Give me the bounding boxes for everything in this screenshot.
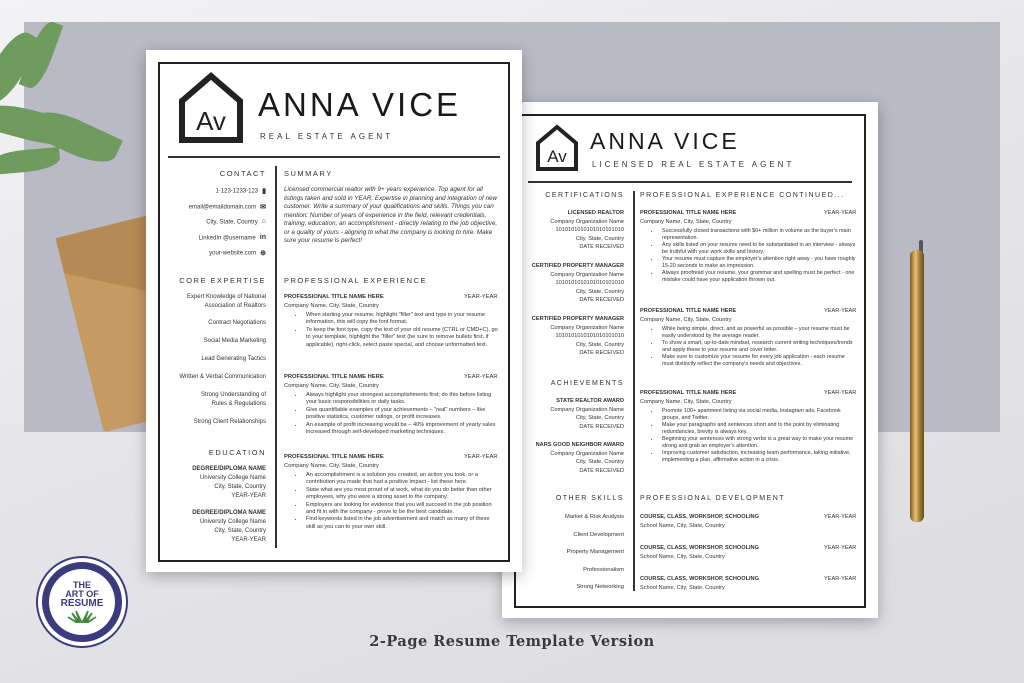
contact-item	[168, 218, 266, 226]
skill-item: Client Development	[573, 531, 624, 538]
expertise-item: Written & Verbal Communication	[179, 374, 266, 380]
cert-date: DATE RECEIVED	[579, 297, 624, 303]
house-logo-icon	[535, 124, 579, 172]
college-name: University College Name	[199, 475, 266, 481]
bullet-item: • Make your paragraphs and sentences short and to the point by eliminating redundancies, brevity is always key.	[660, 422, 856, 436]
cert-number: 1010101010101010101010	[555, 280, 624, 286]
bullet-item: • Improving customer satisfaction, increasing team performance, taking initiative, implementing a plan, affirmative action in a crisis.	[660, 450, 856, 464]
cert-name: CERTIFIED PROPERTY MANAGER	[531, 263, 624, 269]
contact-item	[168, 234, 266, 242]
expertise-item: Social Media Marketing	[203, 338, 266, 344]
bullet-item: • An example of profit increasing would be – 40% improvement of yearly sales increased through self-developed marketing techniques.	[304, 422, 500, 437]
cert-location: City, State, Country	[575, 235, 624, 242]
course-school: School Name, City, State, Country	[640, 554, 725, 560]
job-title-heading: PROFESSIONAL TITLE NAME HERE	[640, 390, 737, 396]
contact-text: 1-123-1233-123	[215, 188, 259, 195]
cert-date: DATE RECEIVED	[579, 244, 624, 250]
education-heading: EDUCATION	[208, 448, 266, 457]
bullet-item: • Beginning your sentences with strong verbs is a great way to make your resume strong and grab an employer's attention.	[660, 436, 856, 450]
plant-icon	[62, 609, 102, 623]
bullet-item: • An accomplishment is a solution you created, an action you took, or a contribution you made that had a positive impact - list these here.	[304, 472, 500, 487]
award-org: Company Organization Name	[550, 450, 624, 457]
award-location: City, State, Country	[575, 415, 624, 421]
expertise-item: Association of Realtors	[204, 303, 266, 309]
degree-name: DEGREE/DIPLOMA NAME	[192, 510, 266, 516]
college-location: City, State, Country	[214, 528, 266, 534]
bullet-item: • Your resume must capture the employer's attention right away - you have roughly 15-20 seconds to make an impression.	[660, 256, 856, 270]
job-bullets	[650, 408, 856, 465]
award-location: City, State, Country	[575, 459, 624, 465]
expertise-item: Strong Understanding of	[200, 392, 266, 398]
job-bullets	[294, 312, 500, 349]
cert-org: Company Organization Name	[550, 271, 624, 278]
job-year: YEAR-YEAR	[464, 374, 498, 380]
job-company: Company Name, City, State, Country	[640, 316, 732, 323]
course-title: COURSE, CLASS, WORKSHOP, SCHOOLING	[640, 576, 759, 582]
expertise-item: Contract Negotiations	[208, 320, 266, 326]
contact-heading: CONTACT	[219, 169, 266, 178]
experience-continued-heading: PROFESSIONAL EXPERIENCE CONTINUED...	[640, 192, 845, 199]
course-title: COURSE, CLASS, WORKSHOP, SCHOOLING	[640, 514, 759, 520]
bullet-item: • Always highlight your strongest accomplishments first; do this before listing your basic responsibilities or daily tasks.	[304, 392, 500, 407]
job-company: Company Name, City, State, Country	[284, 382, 379, 389]
skill-item: Property Management	[566, 549, 624, 555]
skill-item: Market & Risk Analysis	[565, 514, 624, 520]
job-bullets	[294, 472, 500, 531]
column-divider	[633, 191, 635, 591]
cert-number: 1010101010101010101010	[555, 227, 624, 233]
bullet-item: • Always proofread your resume, your grammar and spelling must be perfect - one mistake could have your application thrown out.	[660, 270, 856, 284]
job-year: YEAR-YEAR	[464, 294, 498, 300]
linkedin-icon: in	[259, 233, 266, 241]
award-org: Company Organization Name	[550, 406, 624, 413]
home-icon: ⌂	[261, 218, 266, 225]
logo-initials: Av	[547, 147, 567, 166]
contact-item	[168, 249, 266, 257]
college-name: University College Name	[199, 519, 266, 525]
award-name: STATE REALTOR AWARD	[556, 398, 624, 404]
job-title-heading: PROFESSIONAL TITLE NAME HERE	[284, 294, 384, 300]
house-logo-icon	[178, 72, 244, 144]
contact-text: City, State, Country	[206, 219, 258, 226]
job-title-heading: PROFESSIONAL TITLE NAME HERE	[640, 308, 737, 314]
award-date: DATE RECEIVED	[579, 423, 624, 430]
bullet-item: • Make sure to customize your resume for every job application - each resume must distinctly reflect the company's needs and objectives.	[660, 354, 856, 368]
course-year: YEAR-YEAR	[824, 514, 857, 520]
bullet-item: • Employers are looking for evidence that you will succeed in the job position and fit in with the company - prove to be the best candidate.	[304, 502, 500, 517]
job-bullets	[650, 326, 856, 369]
professional-experience-heading: PROFESSIONAL EXPERIENCE	[284, 276, 428, 285]
job-year: YEAR-YEAR	[464, 454, 498, 460]
job-title-heading: PROFESSIONAL TITLE NAME HERE	[284, 374, 384, 380]
badge-line-2: ART OF	[65, 589, 99, 599]
header-divider	[528, 181, 852, 183]
contact-item	[168, 187, 266, 195]
cert-name: CERTIFIED PROPERTY MANAGER	[531, 316, 624, 322]
award-name: NARS GOOD NEIGHBOR AWARD	[535, 442, 624, 448]
job-company: Company Name, City, State, Country	[284, 302, 379, 309]
bullet-item: • To keep the font type, copy the text of your old resume (CTRL or CMD+C), go to your template, highlight the "filler" text (be sure to remove bullets first, if applicable), right-click, select paste special, and choose unformatted text.	[304, 327, 500, 349]
job-bullets	[650, 228, 856, 285]
resume-page-1	[146, 50, 522, 572]
contact-text: LinkedIn @username	[198, 235, 256, 242]
degree-name: DEGREE/DIPLOMA NAME	[192, 466, 266, 472]
contact-text: email@emaildomain.com	[188, 204, 257, 211]
job-year: YEAR-YEAR	[824, 210, 857, 216]
logo-initials: Av	[196, 106, 226, 136]
job-company: Company Name, City, State, Country	[640, 218, 732, 225]
bullet-item: • While being simple, direct, and as powerful as possible – your resume must be easily understood by the average reader.	[660, 326, 856, 340]
education-year: YEAR-YEAR	[231, 493, 266, 499]
job-title: LICENSED REAL ESTATE AGENT	[592, 160, 795, 169]
caption-text: 2-Page Resume Template Version	[369, 633, 655, 650]
bullet-item: • To show a smart, up-to-date mindset, research current writing techniques/trends and apply these to your resume and cover letter.	[660, 340, 856, 354]
expertise-item: Lead Generating Tactics	[201, 356, 266, 362]
gold-pen	[910, 250, 924, 522]
column-divider	[275, 166, 277, 548]
cert-date: DATE RECEIVED	[579, 350, 624, 356]
bullet-item: • Give quantifiable examples of your achievements – "real" numbers – like positive statistics, customer ratings, or profit increases.	[304, 407, 500, 422]
header-divider	[168, 156, 500, 158]
badge-line-3: RESUME	[60, 598, 104, 609]
bullet-item: • Find keywords listed in the job advertisement and match as many of these skill as you can to your own skill.	[304, 516, 500, 531]
summary-text: Licensed commercial realtor with 9+ years experience. Top agent for all listings taken and sold in YEAR. Expertise in planning and integration of new customer. Write a summary of your qualifications and skills. Things you can mention: Number of years of experience in the field, relevant credentials, training, education, an accomplishment - directly relating to the job objective, or a quality of yours - aligning to what the company is looking to hire. Make sure your resume is perfect!	[284, 186, 498, 244]
skill-item: Strong Networking	[576, 584, 624, 590]
job-company: Company Name, City, State, Country	[284, 462, 379, 469]
skill-item: Professionalism	[583, 566, 624, 573]
course-title: COURSE, CLASS, WORKSHOP, SCHOOLING	[640, 545, 759, 551]
job-title-heading: PROFESSIONAL TITLE NAME HERE	[640, 210, 737, 216]
cert-org: Company Organization Name	[550, 324, 624, 331]
badge-line-1: THE	[73, 580, 91, 590]
professional-development-heading: PROFESSIONAL DEVELOPMENT	[640, 495, 786, 502]
candidate-name: ANNA VICE	[258, 86, 462, 123]
mail-icon: ✉	[260, 203, 266, 211]
cert-number: 1010101010101010101010	[555, 333, 624, 339]
award-date: DATE RECEIVED	[579, 467, 624, 474]
expertise-item: Strong Client Relationships	[193, 419, 266, 425]
contact-item	[168, 203, 266, 211]
job-bullets	[294, 392, 500, 436]
cert-org: Company Organization Name	[550, 218, 624, 225]
core-expertise-heading: CORE EXPERTISE	[179, 276, 266, 285]
bullet-item: • Successfully closed transactions with $6+ million in volume as the buyer's main representation.	[660, 228, 856, 242]
college-location: City, State, Country	[214, 484, 266, 490]
job-year: YEAR-YEAR	[824, 390, 857, 396]
other-skills-heading: OTHER SKILLS	[555, 495, 624, 502]
cert-name: LICENSED REALTOR	[567, 210, 624, 216]
certifications-heading: CERTIFICATIONS	[545, 192, 624, 199]
bullet-item: • When starting your resume, highlight "filler" text and type in your resume information, this will copy the font format.	[304, 312, 500, 327]
course-school: School Name, City, State, Country	[640, 523, 725, 529]
job-title: REAL ESTATE AGENT	[260, 132, 394, 141]
achievements-heading: ACHIEVEMENTS	[550, 380, 624, 387]
job-year: YEAR-YEAR	[824, 308, 857, 314]
bullet-item: • State what are you most proud of at work, what do you do better than other employees, why you were a strong asset to the company.	[304, 487, 500, 502]
bullet-item: • Any skills listed on your resume need to be substantiated in an interview - always be truthful with your work skills and history.	[660, 242, 856, 256]
phone-icon: ▮	[262, 188, 266, 195]
job-title-heading: PROFESSIONAL TITLE NAME HERE	[284, 454, 384, 460]
summary-heading: SUMMARY	[284, 169, 333, 178]
job-company: Company Name, City, State, Country	[640, 398, 732, 405]
education-year: YEAR-YEAR	[231, 537, 266, 543]
course-school: School Name, City, State, Country	[640, 585, 725, 591]
expertise-item: Rules & Regulations	[211, 401, 266, 407]
cert-location: City, State, Country	[575, 341, 624, 348]
globe-icon: ⊕	[260, 250, 266, 257]
expertise-item: Expert Knowledge of National	[186, 294, 266, 300]
resume-page-2	[502, 102, 878, 618]
course-year: YEAR-YEAR	[824, 545, 857, 551]
candidate-name: ANNA VICE	[590, 128, 740, 154]
cert-location: City, State, Country	[575, 288, 624, 295]
bullet-item: • Promote 100+ apartment listing via social media, Instagram ads, Facebook groups, and Twitter.	[660, 408, 856, 422]
course-year: YEAR-YEAR	[824, 576, 857, 582]
contact-text: your-website.com	[209, 250, 257, 257]
